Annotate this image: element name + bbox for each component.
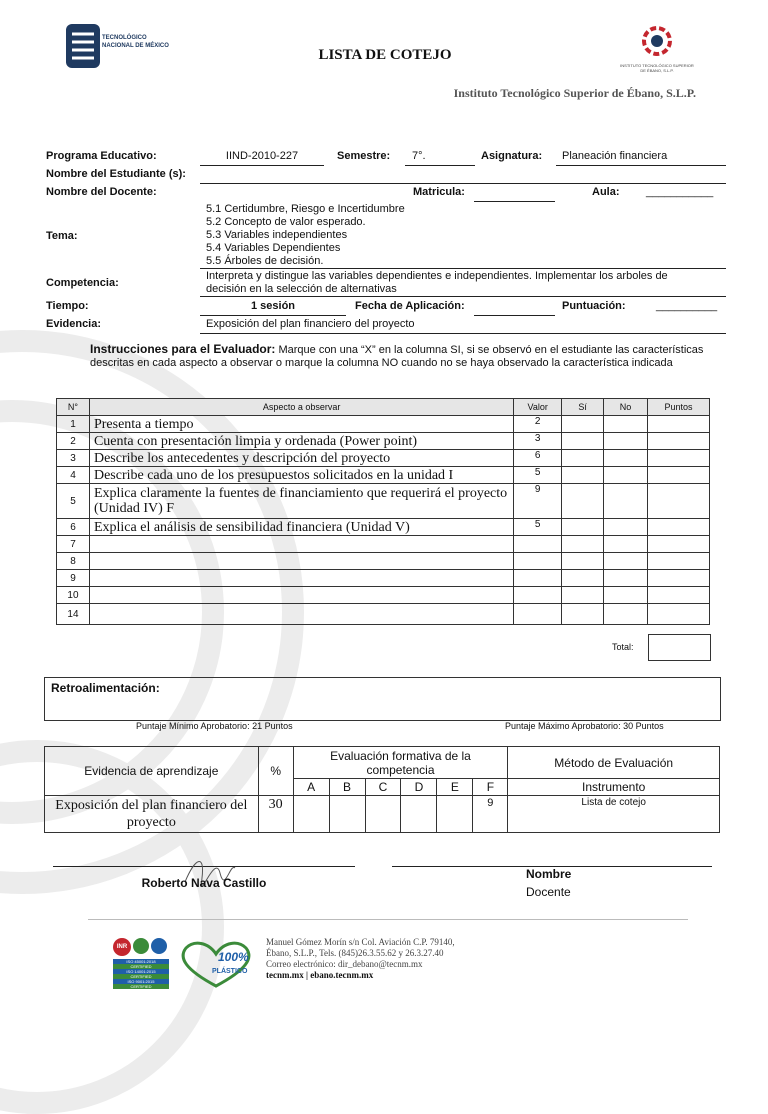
row-number: 9 <box>57 570 90 587</box>
puntos-cell[interactable] <box>648 467 710 484</box>
row-valor: 3 <box>514 433 562 450</box>
si-cell[interactable] <box>562 484 604 519</box>
puntos-cell[interactable] <box>648 536 710 553</box>
instructions-text: Marque con una “X” en la columna SI, si se observó en el estudiante las características descritas en cada aspecto a observar o marque la columna NO cuando no se haya observado la característica indicada <box>90 344 704 369</box>
puntos-cell[interactable] <box>648 604 710 625</box>
instructions <box>90 343 710 370</box>
table-row <box>57 536 710 553</box>
row-number: 6 <box>57 519 90 536</box>
row-instrumento: Lista de cotejo <box>508 796 720 833</box>
fecha-label: Fecha de Aplicación: <box>355 300 465 312</box>
tecnm-logo <box>64 22 194 70</box>
row-number: 3 <box>57 450 90 467</box>
table-row <box>57 587 710 604</box>
footer-web: tecnm.mx | ebano.tecnm.mx <box>266 970 374 980</box>
iso-badge: ISO 9001:2015 <box>113 979 169 984</box>
row-aspect[interactable] <box>89 587 513 604</box>
puntos-cell[interactable] <box>648 570 710 587</box>
tema-line: 5.5 Árboles de decisión. <box>206 255 324 267</box>
no-cell[interactable] <box>604 467 648 484</box>
matricula-label: Matricula: <box>413 186 465 198</box>
letter-c: C <box>365 779 401 796</box>
row-valor[interactable] <box>514 536 562 553</box>
table-row <box>57 553 710 570</box>
gear-logo-icon <box>637 24 677 58</box>
si-cell[interactable] <box>562 570 604 587</box>
table-row <box>57 519 710 536</box>
col-header-puntos: Puntos <box>648 399 710 416</box>
row-aspect: Cuenta con presentación limpia y ordenada (Power point) <box>89 433 513 450</box>
tiempo-label: Tiempo: <box>46 300 89 312</box>
certified-badge: CERTIFIED <box>113 974 169 979</box>
globe-icon <box>151 938 167 954</box>
evaluation-table <box>44 746 720 833</box>
letter-d: D <box>401 779 437 796</box>
row-number: 10 <box>57 587 90 604</box>
puntos-cell[interactable] <box>648 450 710 467</box>
table-row <box>57 570 710 587</box>
min-score: Puntaje Mínimo Aprobatorio: 21 Puntos <box>136 721 293 731</box>
competencia-line: decisión en la selección de alternativas <box>206 283 397 295</box>
fecha-field[interactable] <box>474 315 555 316</box>
letter-f: F <box>473 779 508 796</box>
table-row <box>57 467 710 484</box>
observation-table <box>56 398 710 625</box>
row-aspect[interactable] <box>89 570 513 587</box>
footer-address <box>266 937 455 981</box>
value-a[interactable] <box>293 796 329 833</box>
page-title: LISTA DE COTEJO <box>318 47 452 63</box>
estudiante-field[interactable] <box>200 183 726 184</box>
competencia-text <box>206 270 668 296</box>
row-aspect: Explica el análisis de sensibilidad financiera (Unidad V) <box>89 519 513 536</box>
no-cell[interactable] <box>604 536 648 553</box>
row-aspect: Describe los antecedentes y descripción del proyecto <box>89 450 513 467</box>
no-cell[interactable] <box>604 519 648 536</box>
row-valor: 6 <box>514 450 562 467</box>
instrumento-header: Instrumento <box>508 779 720 796</box>
footer-email: Correo electrónico: dir_debano@tecnm.mx <box>266 959 423 969</box>
certification-badges <box>113 938 169 996</box>
globe-icon <box>133 938 149 954</box>
row-pct: 30 <box>258 796 293 833</box>
formativa-header: Evaluación formativa de la competencia <box>293 747 508 779</box>
puntos-cell[interactable] <box>648 587 710 604</box>
no-cell[interactable] <box>604 570 648 587</box>
si-cell[interactable] <box>562 536 604 553</box>
asignatura-value: Planeación financiera <box>562 150 668 162</box>
letter-e: E <box>437 779 473 796</box>
puntos-cell[interactable] <box>648 553 710 570</box>
row-aspect: Describe cada uno de los presupuestos solicitados en la unidad I <box>89 467 513 484</box>
puntos-cell[interactable] <box>648 484 710 519</box>
si-cell[interactable] <box>562 467 604 484</box>
si-cell[interactable] <box>562 604 604 625</box>
total-label: Total: <box>612 642 634 652</box>
aula-value: ___________ <box>646 186 714 198</box>
row-number: 4 <box>57 467 90 484</box>
tema-line: 5.2 Concepto de valor esperado. <box>206 216 366 228</box>
row-valor[interactable] <box>514 553 562 570</box>
row-number: 1 <box>57 416 90 433</box>
plastic-text: PLÁSTICO <box>212 968 248 975</box>
plastic-pct: 100% <box>218 950 249 964</box>
tema-label: Tema: <box>46 230 78 242</box>
certified-badge: CERTIFIED <box>113 964 169 969</box>
plastic-free-logo <box>176 938 256 990</box>
asignatura-label: Asignatura: <box>481 150 543 162</box>
puntos-cell[interactable] <box>648 519 710 536</box>
table-row <box>57 433 710 450</box>
competencia-label: Competencia: <box>46 277 119 289</box>
table-header-row <box>57 399 710 416</box>
iso-badge: ISO 45001:2018 <box>113 959 169 964</box>
row-number: 8 <box>57 553 90 570</box>
row-valor: 5 <box>514 519 562 536</box>
institute-name: Instituto Tecnológico Superior de Ébano, S.L.P. <box>453 86 696 100</box>
puntos-cell[interactable] <box>648 416 710 433</box>
col-header-si: Sí <box>562 399 604 416</box>
si-cell[interactable] <box>562 519 604 536</box>
feedback-label: Retroalimentación: <box>51 681 160 695</box>
certified-badge: CERTIFIED <box>113 984 169 989</box>
estudiante-label: Nombre del Estudiante (s): <box>46 168 186 180</box>
feedback-box[interactable] <box>44 677 721 721</box>
row-valor: 2 <box>514 416 562 433</box>
evidencia-header: Evidencia de aprendizaje <box>45 747 259 796</box>
row-aspect: Explica claramente la fuentes de financiamiento que requerirá el proyecto (Unidad IV) F <box>89 484 513 519</box>
row-aspect: Presenta a tiempo <box>89 416 513 433</box>
footer-line: Manuel Gómez Morín s/n Col. Aviación C.P. 79140, <box>266 937 455 947</box>
table-row <box>57 450 710 467</box>
logo-text-line2: NACIONAL DE MÉXICO <box>102 43 169 49</box>
inr-badge: INR <box>113 938 131 956</box>
row-aspect[interactable] <box>89 553 513 570</box>
programa-label: Programa Educativo: <box>46 150 157 162</box>
semestre-label: Semestre: <box>337 150 391 162</box>
row-number: 2 <box>57 433 90 450</box>
row-aspect[interactable] <box>89 604 513 625</box>
letter-a: A <box>293 779 329 796</box>
puntuacion-label: Puntuación: <box>562 300 626 312</box>
si-cell[interactable] <box>562 450 604 467</box>
row-valor[interactable] <box>514 587 562 604</box>
pct-header: % <box>258 747 293 796</box>
programa-value: IIND-2010-227 <box>225 150 299 162</box>
row-number: 7 <box>57 536 90 553</box>
row-number: 5 <box>57 484 90 519</box>
row-valor[interactable] <box>514 604 562 625</box>
col-header-n: N° <box>57 399 90 416</box>
tema-line: 5.3 Variables independientes <box>206 229 348 241</box>
heart-icon <box>176 938 256 990</box>
semestre-value: 7°. <box>412 150 426 162</box>
value-e[interactable] <box>437 796 473 833</box>
value-f: 9 <box>473 796 508 833</box>
row-valor: 5 <box>514 467 562 484</box>
eagle-icon <box>64 22 104 70</box>
itse-logo-line2: DE ÉBANO, S.L.P. <box>640 68 674 73</box>
metodo-header: Método de Evaluación <box>508 747 720 779</box>
itse-logo-line1: INSTITUTO TECNOLÓGICO SUPERIOR <box>620 63 694 68</box>
competencia-line: Interpreta y distingue las variables dependientes e independientes. Implementar los arboles de <box>206 270 668 282</box>
value-b[interactable] <box>329 796 365 833</box>
puntuacion-value: __________ <box>656 300 718 312</box>
signature-right-title: Nombre <box>526 867 572 881</box>
si-cell[interactable] <box>562 553 604 570</box>
tema-line: 5.1 Certidumbre, Riesgo e Incertidumbre <box>206 203 405 215</box>
matricula-field[interactable] <box>474 201 555 202</box>
no-cell[interactable] <box>604 604 648 625</box>
instructions-heading: Instrucciones para el Evaluador: <box>90 342 276 356</box>
tiempo-value: 1 sesión <box>250 300 296 312</box>
total-field[interactable] <box>648 634 711 661</box>
puntos-cell[interactable] <box>648 433 710 450</box>
evidencia-value: Exposición del plan financiero del proyecto <box>206 318 415 330</box>
letter-b: B <box>329 779 365 796</box>
evidencia-label: Evidencia: <box>46 318 102 330</box>
docente-label: Nombre del Docente: <box>46 186 157 198</box>
row-aspect[interactable] <box>89 536 513 553</box>
value-d[interactable] <box>401 796 437 833</box>
max-score: Puntaje Máximo Aprobatorio: 30 Puntos <box>505 721 664 731</box>
row-valor: 9 <box>514 484 562 519</box>
no-cell[interactable] <box>604 484 648 519</box>
value-c[interactable] <box>365 796 401 833</box>
si-cell[interactable] <box>562 416 604 433</box>
tema-lines <box>206 203 405 268</box>
itse-logo <box>612 24 702 74</box>
table-row <box>57 484 710 519</box>
logo-text-line1: TECNOLÓGICO <box>102 35 147 41</box>
row-number: 14 <box>57 604 90 625</box>
no-cell[interactable] <box>604 587 648 604</box>
no-cell[interactable] <box>604 416 648 433</box>
iso-badge: ISO 14001:2015 <box>113 969 169 974</box>
table-row <box>57 416 710 433</box>
si-cell[interactable] <box>562 433 604 450</box>
no-cell[interactable] <box>604 450 648 467</box>
si-cell[interactable] <box>562 587 604 604</box>
row-valor[interactable] <box>514 570 562 587</box>
no-cell[interactable] <box>604 433 648 450</box>
footer-line: Ébano, S.L.P., Tels. (845)26.3.55.62 y 26.3.27.40 <box>266 948 444 958</box>
row-evidencia: Exposición del plan financiero del proyecto <box>45 796 259 833</box>
no-cell[interactable] <box>604 553 648 570</box>
aula-label: Aula: <box>592 186 620 198</box>
signer-name: Roberto Nava Castillo <box>141 876 267 890</box>
tema-line: 5.4 Variables Dependientes <box>206 242 341 254</box>
col-header-aspecto: Aspecto a observar <box>89 399 513 416</box>
table-row <box>57 604 710 625</box>
col-header-no: No <box>604 399 648 416</box>
col-header-valor: Valor <box>514 399 562 416</box>
signature-right-role: Docente <box>526 885 571 899</box>
